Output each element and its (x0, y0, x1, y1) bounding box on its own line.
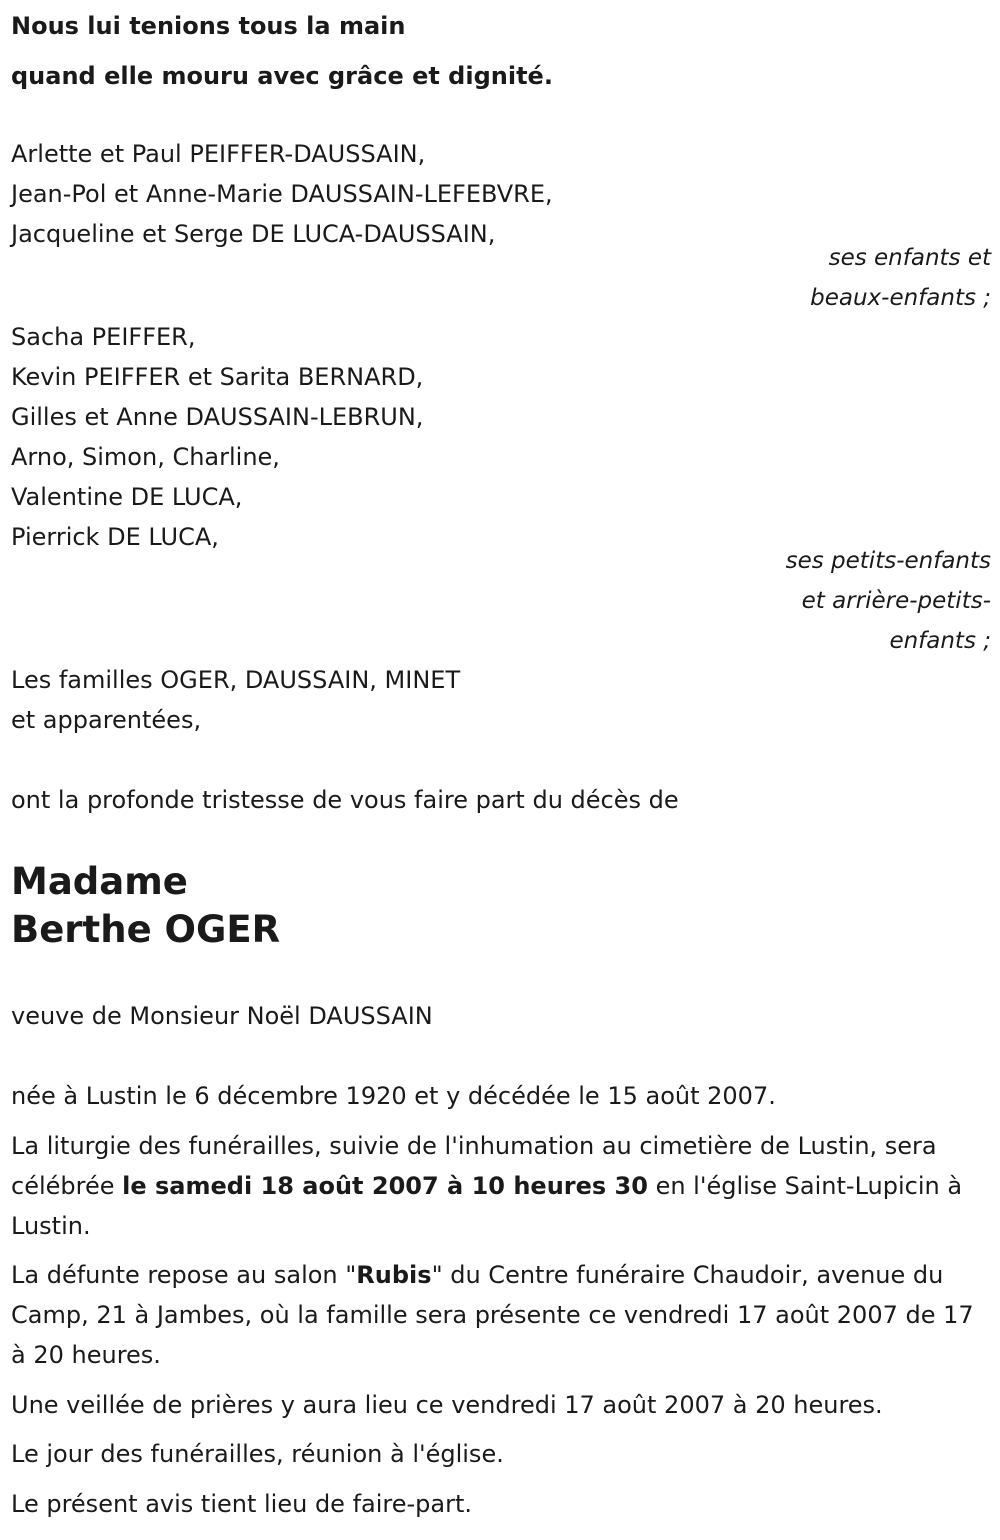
child-name: Jacqueline et Serge DE LUCA-DAUSSAIN, (11, 220, 496, 248)
rest-paragraph (11, 1255, 991, 1375)
birth-death-text: née à Lustin le 6 décembre 1920 et y décédée le 15 août 2007. (11, 1082, 776, 1110)
header-line-2: quand elle mouru avec grâce et dignité. (11, 62, 553, 90)
meeting-text: Le jour des funérailles, réunion à l'église. (11, 1440, 504, 1468)
vigil-text: Une veillée de prières y aura lieu ce vendredi 17 août 2007 à 20 heures. (11, 1391, 883, 1419)
salon-name: Rubis (356, 1261, 432, 1289)
grandchild-name: Arno, Simon, Charline, (11, 443, 280, 471)
grandchild-name: Pierrick DE LUCA, (11, 523, 219, 551)
grandchild-name: Sacha PEIFFER, (11, 323, 196, 351)
funeral-date-time: le samedi 18 août 2007 à 10 heures 30 (122, 1172, 648, 1200)
notice-text: Le présent avis tient lieu de faire-part. (11, 1490, 473, 1518)
rest-text-start: La défunte repose au salon " (11, 1261, 357, 1289)
grandchildren-role-line: et arrière-petits- (801, 588, 991, 614)
child-name: Arlette et Paul PEIFFER-DAUSSAIN, (11, 140, 426, 168)
grandchild-name: Gilles et Anne DAUSSAIN-LEBRUN, (11, 403, 424, 431)
widow-of-text: veuve de Monsieur Noël DAUSSAIN (11, 1002, 433, 1030)
funeral-text-end: en l'église Saint-Lupicin à Lustin. (11, 1172, 963, 1240)
grandchildren-role-line: ses petits-enfants (785, 548, 991, 574)
families-line: Les familles OGER, DAUSSAIN, MINET (11, 666, 461, 694)
funeral-text-start: La liturgie des funérailles, suivie de l'inhumation au cimetière de Lustin, sera célébrée (11, 1132, 937, 1200)
grandchild-name: Valentine DE LUCA, (11, 483, 243, 511)
rest-text-end: " du Centre funéraire Chaudoir, avenue du Camp, 21 à Jambes, où la famille sera présente ce vendredi 17 août 2007 de 17 à 20 heures. (11, 1261, 974, 1369)
child-name: Jean-Pol et Anne-Marie DAUSSAIN-LEFEBVRE, (11, 180, 553, 208)
children-role-line: ses enfants et (828, 245, 991, 271)
grandchild-name: Kevin PEIFFER et Sarita BERNARD, (11, 363, 424, 391)
deceased-name: Berthe OGER (11, 908, 281, 951)
announcement-text: ont la profonde tristesse de vous faire part du décès de (11, 786, 679, 814)
deceased-title: Madame (11, 860, 188, 903)
grandchildren-role-line: enfants ; (889, 628, 991, 654)
header-line-1: Nous lui tenions tous la main (11, 12, 406, 40)
funeral-paragraph (11, 1126, 991, 1246)
children-role-line: beaux-enfants ; (810, 285, 991, 311)
families-line: et apparentées, (11, 706, 202, 734)
